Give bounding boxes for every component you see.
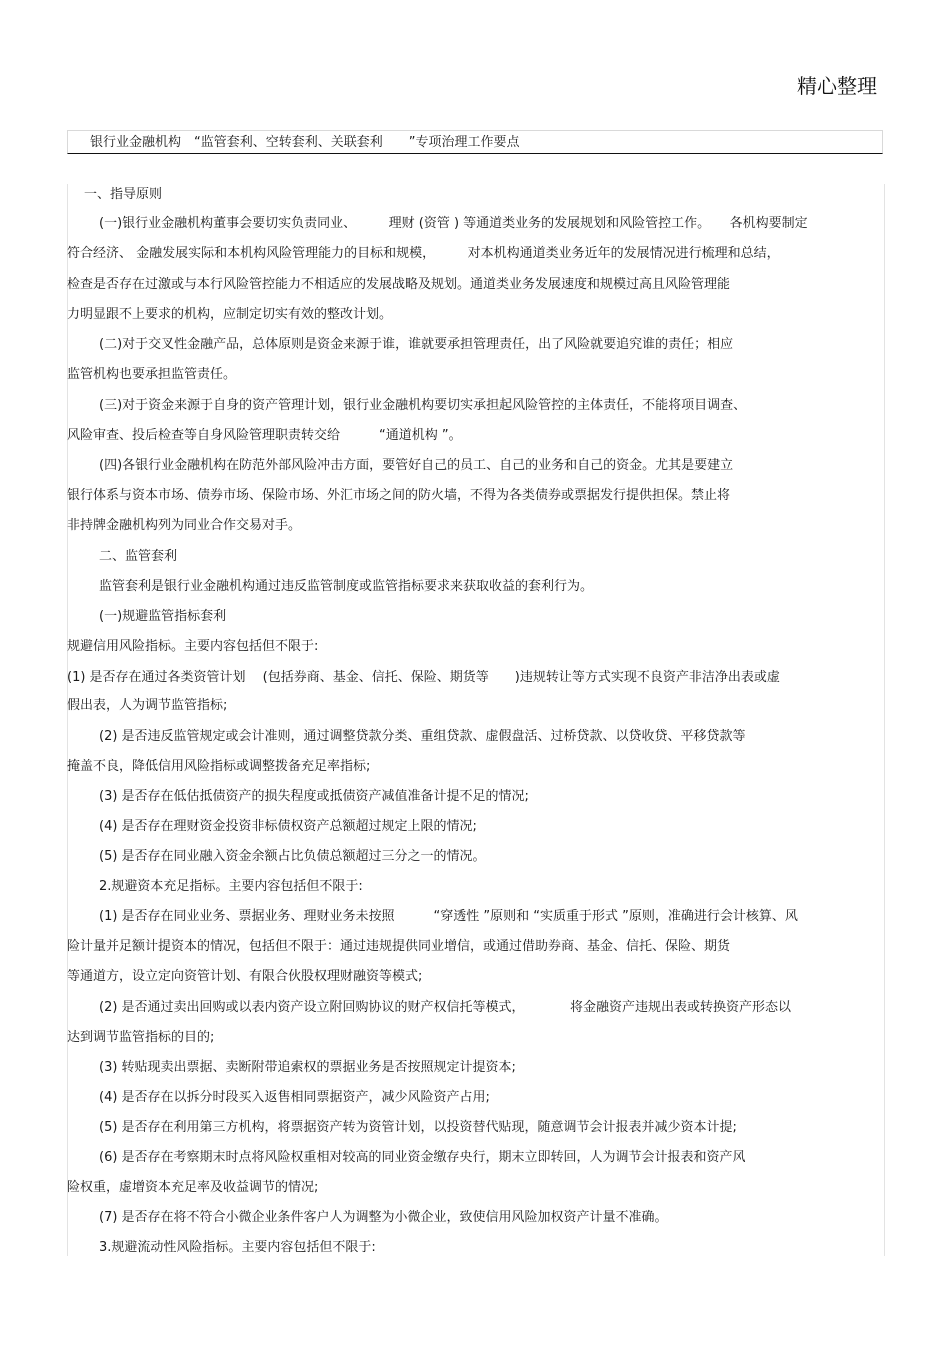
list-item: (3) 转贴现卖出票据、卖断附带追索权的票据业务是否按照规定计提资本; xyxy=(99,1060,516,1075)
list-item: (1) 是否存在通过各类资管计划 (包括券商、基金、信托、保险、期货等 )违规转让等方式实现不良资产非洁净出表或虚 xyxy=(67,670,780,685)
list-item: (5) 是否存在同业融入资金余额占比负债总额超过三分之一的情况。 xyxy=(99,849,486,864)
paragraph-line: 检查是否存在过激或与本行风险管控能力不相适应的发展战略及规划。通道类业务发展速度和规模过高且风险管理能 xyxy=(67,277,731,292)
list-item: (2) 是否违反监管规定或会计准则，通过调整贷款分类、重组贷款、虚假盘活、过桥贷款、以贷收贷、平移贷款等 xyxy=(99,729,746,744)
paragraph-line: 风险审查、投后检查等自身风险管理职责转交给 “通道机构 ”。 xyxy=(67,428,462,443)
list-item: (2) 是否通过卖出回购或以表内资产设立附回购协议的财产权信托等模式， 将金融资产违规出表或转换资产形态以 xyxy=(99,1000,792,1015)
paragraph-line: 达到调节监管指标的目的; xyxy=(67,1030,215,1045)
paragraph-line: (四)各银行业金融机构在防范外部风险冲击方面，要管好自己的员工、自己的业务和自己的资金。尤其是要建立 xyxy=(99,458,734,473)
paragraph-line: 险权重，虚增资本充足率及收益调节的情况; xyxy=(67,1180,319,1195)
paragraph-line: (一)银行业金融机构董事会要切实负责同业、 理财 (资管 ) 等通道类业务的发展规划和风险管控工作。 各机构要制定 xyxy=(99,216,808,231)
paragraph-line: 等通道方，设立定向资管计划、有限合伙股权理财融资等模式; xyxy=(67,969,423,984)
subsection-heading: (一)规避监管指标套利 xyxy=(99,609,227,624)
page-header-label: 精心整理 xyxy=(797,74,877,98)
section-heading: 二、监管套利 xyxy=(99,549,178,564)
paragraph-line: 监管机构也要承担监管责任。 xyxy=(67,367,237,382)
list-item: (4) 是否存在理财资金投资非标债权资产总额超过规定上限的情况; xyxy=(99,819,477,834)
list-item: (3) 是否存在低估抵债资产的损失程度或抵债资产减值准备计提不足的情况; xyxy=(99,789,529,804)
paragraph-line: (三)对于资金来源于自身的资产管理计划，银行业金融机构要切实承担起风险管控的主体责任，不能将项目调查、 xyxy=(99,398,747,413)
paragraph-line: 规避信用风险指标。主要内容包括但不限于: xyxy=(67,639,319,654)
paragraph-line: 银行体系与资本市场、债券市场、保险市场、外汇市场之间的防火墙，不得为各类债券或票据发行提供担保。禁止将 xyxy=(67,488,731,503)
document-title: 银行业金融机构 “监管套利、空转套利、关联套利 ”专项治理工作要点 xyxy=(67,130,883,154)
paragraph-line: 监管套利是银行业金融机构通过违反监管制度或监管指标要求来获取收益的套利行为。 xyxy=(99,579,594,594)
paragraph-line: 假出表，人为调节监管指标; xyxy=(67,698,228,713)
subsection-heading: 2.规避资本充足指标。主要内容包括但不限于: xyxy=(99,879,363,894)
paragraph-line: (二)对于交叉性金融产品，总体原则是资金来源于谁，谁就要承担管理责任，出了风险就要追究谁的责任；相应 xyxy=(99,337,734,352)
list-item: (1) 是否存在同业业务、票据业务、理财业务未按照 “穿透性 ”原则和 “实质重于形式 ”原则，准确进行会计核算、风 xyxy=(99,909,798,924)
paragraph-line: 符合经济、 金融发展实际和本机构风险管理能力的目标和规模， 对本机构通道类业务近年的发展情况进行梳理和总结， xyxy=(67,246,780,261)
list-item: (5) 是否存在利用第三方机构，将票据资产转为资管计划，以投资替代贴现，随意调节会计报表并减少资本计提; xyxy=(99,1120,737,1135)
paragraph-line: 非持牌金融机构列为同业合作交易对手。 xyxy=(67,518,302,533)
list-item: (7) 是否存在将不符合小微企业条件客户人为调整为小微企业，致使信用风险加权资产计量不准确。 xyxy=(99,1210,668,1225)
subsection-heading: 3.规避流动性风险指标。主要内容包括但不限于: xyxy=(99,1240,376,1255)
list-item: (4) 是否存在以拆分时段买入返售相同票据资产，减少风险资产占用; xyxy=(99,1090,490,1105)
list-item: (6) 是否存在考察期末时点将风险权重相对较高的同业资金缴存央行，期末立即转回，人为调节会计报表和资产风 xyxy=(99,1150,746,1165)
paragraph-line: 掩盖不良，降低信用风险指标或调整拨备充足率指标; xyxy=(67,759,371,774)
paragraph-line: 险计量并足额计提资本的情况，包括但不限于：通过违规提供同业增信，或通过借助券商、基金、信托、保险、期货 xyxy=(67,939,731,954)
section-heading: 一、指导原则 xyxy=(84,187,163,202)
paragraph-line: 力明显跟不上要求的机构，应制定切实有效的整改计划。 xyxy=(67,307,393,322)
